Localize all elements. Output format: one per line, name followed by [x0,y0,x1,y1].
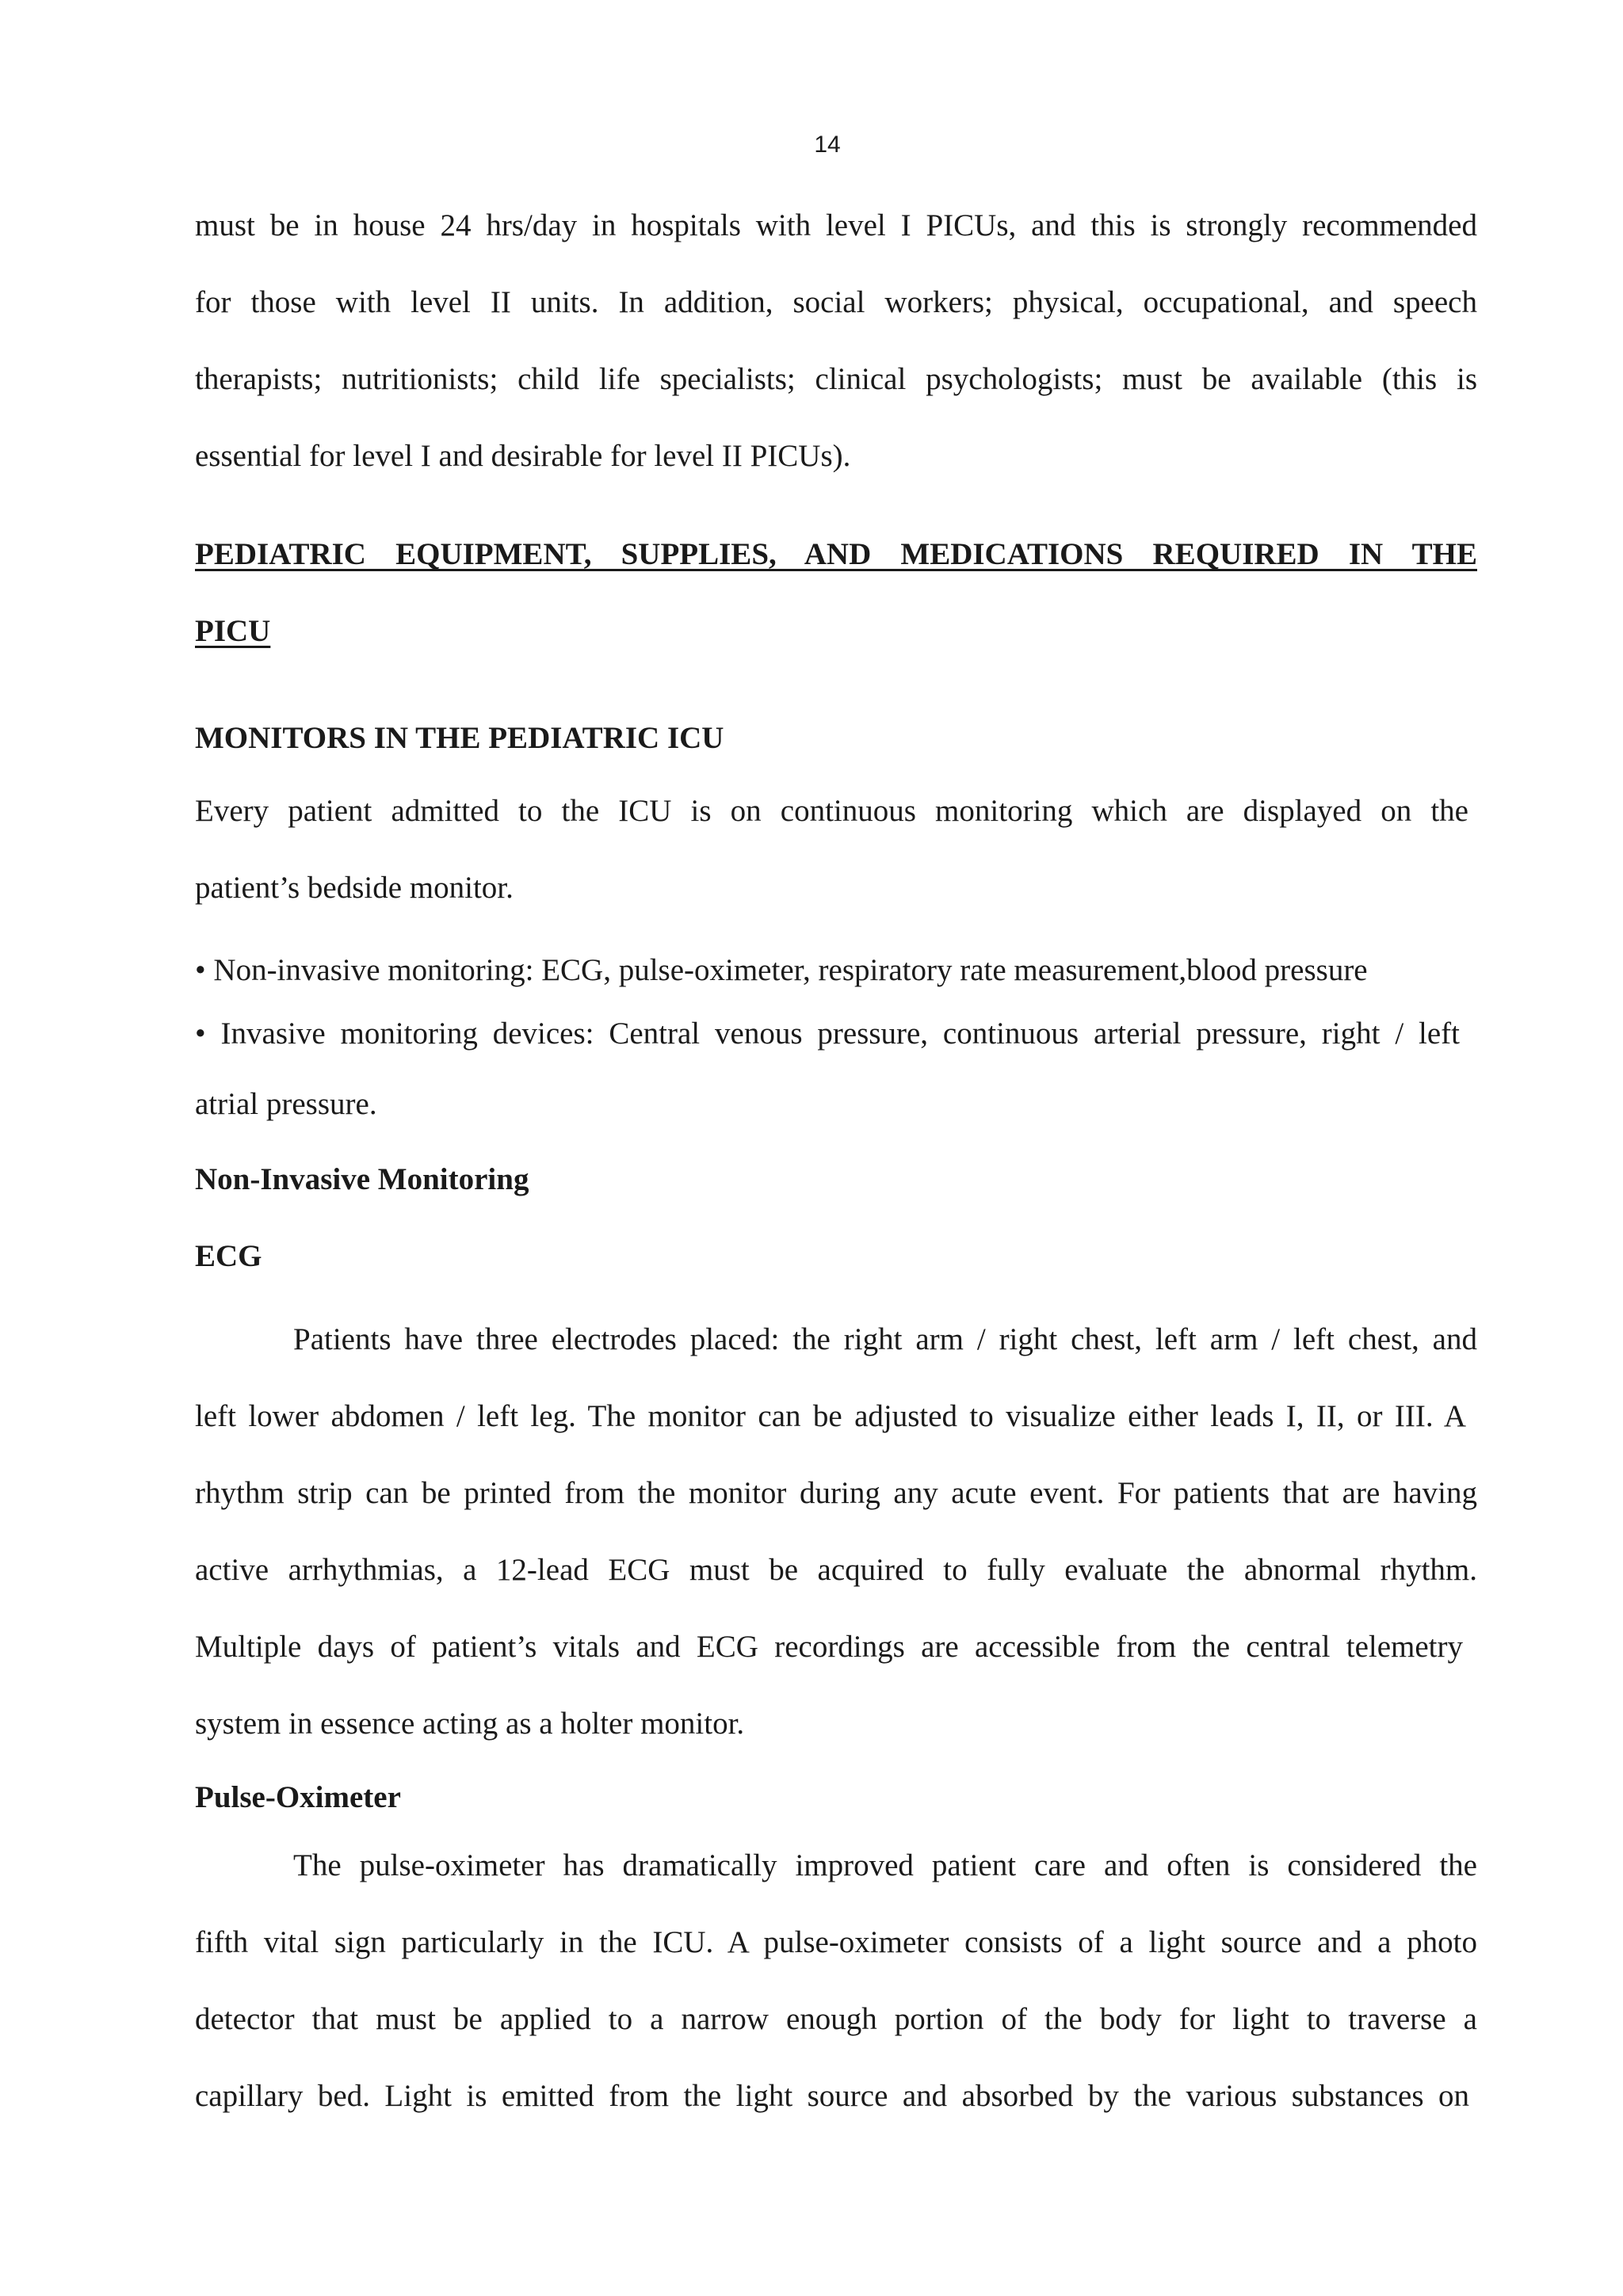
pulse-line: fifth vital sign particularly in the ICU. A pulse-oximeter consists of a light source and a photo [195,1925,1477,1959]
intro-line: essential for level I and desirable for level II PICUs). [195,439,851,473]
monitors-line: Every patient admitted to the ICU is on continuous monitoring which are displayed on the [195,794,1468,828]
section-heading [195,516,1477,669]
ecg-line: rhythm strip can be printed from the monitor during any acute event. For patients that are having [195,1476,1477,1510]
ecg-paragraph [195,1301,1477,1762]
page-number: 14 [814,132,841,158]
pulse-line: The pulse-oximeter has dramatically improved patient care and often is considered the [293,1848,1477,1882]
ecg-line: Patients have three electrodes placed: the right arm / right chest, left arm / left chest, and [293,1322,1477,1356]
section-heading-line: PEDIATRIC EQUIPMENT, SUPPLIES, AND MEDICATIONS REQUIRED IN THE [195,537,1477,571]
monitors-heading: MONITORS IN THE PEDIATRIC ICU [195,721,724,755]
bullet-invasive-continued: atrial pressure. [195,1087,377,1121]
pulse-oximeter-paragraph [195,1827,1477,2134]
monitoring-bullet-list [195,939,1477,1142]
intro-line: must be in house 24 hrs/day in hospitals with level I PICUs, and this is strongly recommended [195,208,1477,242]
bullet-invasive: • Invasive monitoring devices: Central venous pressure, continuous arterial pressure, right / left [195,1016,1460,1051]
ecg-line: active arrhythmias, a 12-lead ECG must be acquired to fully evaluate the abnormal rhythm. [195,1553,1477,1587]
bullet-noninvasive: • Non-invasive monitoring: ECG, pulse-oximeter, respiratory rate measurement,blood pressure [195,953,1368,987]
ecg-line: left lower abdomen / left leg. The monitor can be adjusted to visualize either leads I, II, or III. A [195,1399,1466,1433]
ecg-line: Multiple days of patient’s vitals and ECG recordings are accessible from the central telemetry [195,1630,1463,1664]
pulse-line: detector that must be applied to a narrow enough portion of the body for light to traverse a [195,2002,1477,2036]
intro-line: therapists; nutritionists; child life specialists; clinical psychologists; must be available (this is [195,362,1477,396]
monitors-paragraph [195,772,1477,926]
monitors-line: patient’s bedside monitor. [195,871,514,905]
section-heading-line: PICU [195,614,271,648]
ecg-heading: ECG [195,1239,262,1273]
ecg-line: system in essence acting as a holter monitor. [195,1707,745,1741]
noninvasive-heading: Non-Invasive Monitoring [195,1162,529,1196]
intro-paragraph [195,187,1477,494]
intro-line: for those with level II units. In addition, social workers; physical, occupational, and speech [195,285,1477,319]
pulse-line: capillary bed. Light is emitted from the light source and absorbed by the various substances on [195,2079,1469,2113]
pulse-oximeter-heading: Pulse-Oximeter [195,1780,401,1814]
